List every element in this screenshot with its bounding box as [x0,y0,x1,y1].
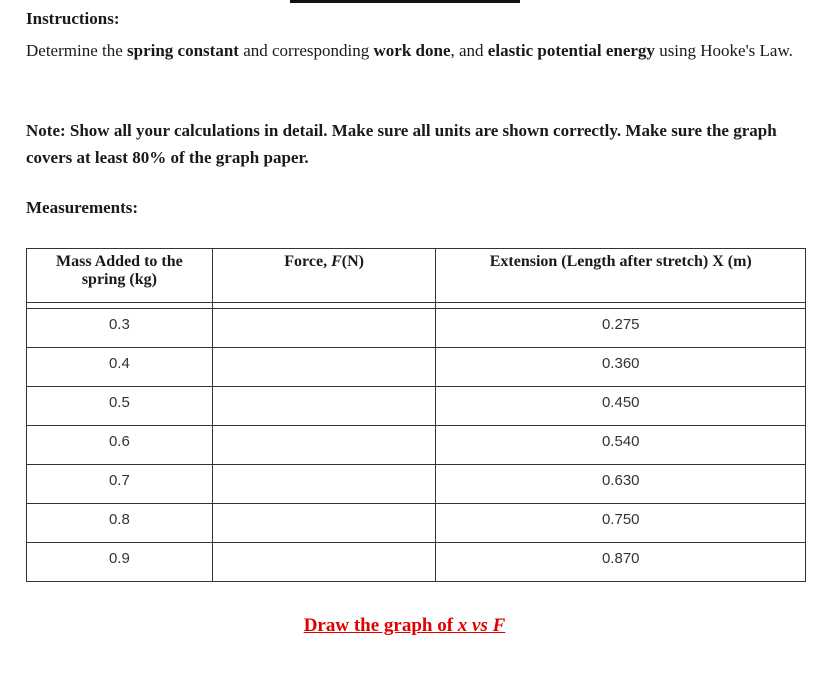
header-force-prefix: Force, [284,253,332,270]
graph-instruction-x-var: x [457,615,468,636]
header-force-suffix: (N) [341,253,364,270]
force-cell[interactable] [212,387,436,426]
force-cell[interactable] [212,309,436,348]
mass-cell: 0.9 [27,543,213,582]
extension-cell: 0.360 [436,348,806,387]
header-force [212,249,436,303]
force-cell[interactable] [212,426,436,465]
extension-cell: 0.750 [436,504,806,543]
note-text: Note: Show all your calculations in detail. Make sure all units are shown correctly. Make sure the graph covers at least 80% of the graph paper. [26,121,777,167]
extension-cell: 0.450 [436,387,806,426]
measurements-heading: Measurements: [26,198,139,217]
extension-cell: 0.870 [436,543,806,582]
instructions-text-part3: , and [450,41,488,60]
instructions-text [26,38,806,64]
extension-cell: 0.630 [436,465,806,504]
graph-instruction [0,615,809,637]
extension-cell: 0.540 [436,426,806,465]
table-row [27,543,806,582]
mass-cell: 0.7 [27,465,213,504]
force-cell[interactable] [212,504,436,543]
force-cell[interactable] [212,348,436,387]
table-row [27,309,806,348]
measurements-table [26,248,806,582]
table-header-row [27,249,806,303]
table-row [27,426,806,465]
instructions-text-part1: Determine the [26,41,128,60]
mass-cell: 0.5 [27,387,213,426]
graph-instruction-prefix: Draw the graph of [303,615,458,636]
table-row [27,465,806,504]
table-row [27,387,806,426]
table-row [27,348,806,387]
instructions-text-part2: and corresponding [238,41,374,60]
instructions-bold-work-done: work done [373,41,451,60]
mass-cell: 0.6 [27,426,213,465]
graph-instruction-f-var: F [492,615,506,636]
mass-cell: 0.3 [27,309,213,348]
mass-cell: 0.8 [27,504,213,543]
mass-cell: 0.4 [27,348,213,387]
extension-cell: 0.275 [436,309,806,348]
instructions-bold-spring-constant: spring constant [127,41,239,60]
force-cell[interactable] [212,543,436,582]
instructions-text-part4: using Hooke's Law. [654,41,793,60]
header-extension: Extension (Length after stretch) X (m) [436,249,806,303]
header-mass: Mass Added to the spring (kg) [27,249,213,303]
header-force-symbol: F [331,253,342,270]
table-row [27,504,806,543]
graph-instruction-vs: vs [467,615,493,636]
force-cell[interactable] [212,465,436,504]
instructions-heading: Instructions: [26,9,120,28]
title-underline-rule [290,0,520,3]
instructions-bold-elastic-energy: elastic potential energy [487,41,655,60]
